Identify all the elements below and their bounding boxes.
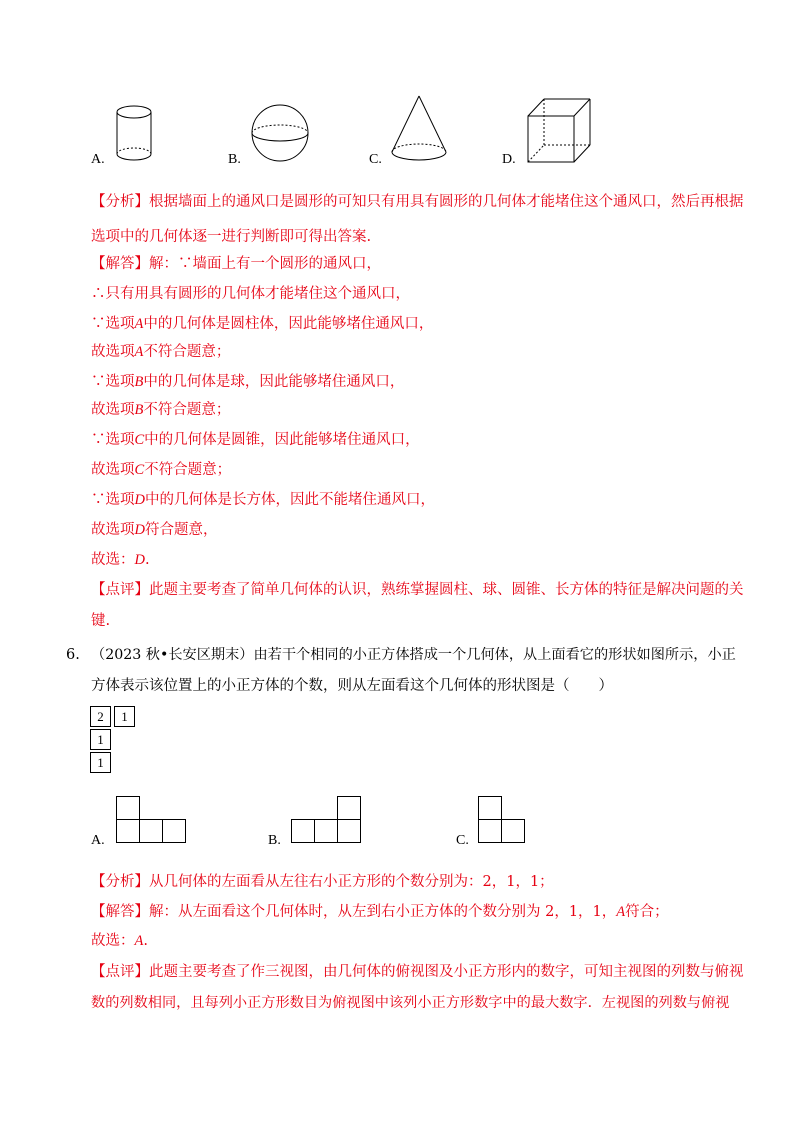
q5-solution-line8: [91, 460, 231, 480]
var: B: [134, 402, 144, 418]
q6-number: 6.: [66, 647, 80, 663]
q6-stem-line1: （2023 秋•长安区期末）由若干个相同的小正方体搭成一个几何体，从上面看它的形状如图所示，小正: [91, 647, 736, 663]
text: .: [144, 552, 150, 568]
solution-text: 解：∵墙面上有一个圆形的通风口，: [149, 256, 381, 272]
analysis-text: 根据墙面上的通风口是圆形的可知只有用具有圆形的几何体才能堵住这个通风口，然后再根据: [149, 194, 744, 210]
text: 不符合题意；: [143, 344, 231, 360]
q6-solution-line: [91, 902, 669, 922]
grid-cell: 1: [90, 752, 111, 773]
text: ∵选项: [91, 374, 135, 390]
q6-option-c-label: C.: [456, 833, 469, 848]
option-b-figure: [291, 796, 363, 846]
q5-solution-line4: [91, 342, 230, 362]
q5-comment-line2: 键.: [91, 613, 111, 629]
comment-tag: 【点评】: [91, 964, 149, 980]
analysis-tag: 【分析】: [91, 874, 149, 890]
text: 不符合题意；: [143, 402, 231, 418]
option-b-label: B.: [228, 152, 241, 167]
option-a-label: A.: [91, 152, 105, 167]
var: A: [134, 316, 144, 332]
grid-cell: 1: [90, 729, 111, 750]
option-a-figure: [116, 796, 188, 846]
q5-solution-line10: [91, 520, 217, 540]
sphere-figure: [248, 100, 314, 166]
text: ∵选项: [91, 432, 135, 448]
analysis-tag: 【分析】: [91, 194, 149, 210]
q5-solution-line3: [91, 314, 433, 334]
q5-solution-line7: [91, 430, 420, 450]
solution-tag: 【解答】: [91, 904, 149, 920]
analysis-text: 从几何体的左面看从左往右小正方形的个数分别为：2，1，1；: [149, 874, 554, 890]
option-d-label: D.: [502, 152, 516, 167]
q6-stem-line2: 方体表示该位置上的小正方体的个数，则从左面看这个几何体的形状图是（ ）: [91, 678, 613, 694]
q5-comment-line1: [91, 580, 744, 600]
text: 中的几何体是圆锥，因此能够堵住通风口，: [144, 432, 420, 448]
q6-option-a-label: A.: [91, 833, 105, 848]
text: .: [143, 933, 148, 949]
cuboid-figure: [524, 96, 594, 166]
grid-cell: 2: [90, 706, 111, 727]
q5-solution-line9: [91, 490, 435, 510]
var: D: [134, 492, 145, 508]
q5-analysis-line1: [91, 192, 744, 212]
text: 故选：: [91, 552, 135, 568]
q6-option-b-label: B.: [268, 833, 281, 848]
cylinder-figure: [112, 104, 158, 164]
comment-tag: 【点评】: [91, 582, 149, 598]
cone-figure: [388, 94, 454, 168]
text: 不符合题意；: [144, 462, 232, 478]
var: B: [134, 374, 144, 390]
q6-answer-line: [91, 931, 148, 951]
var: C: [134, 432, 145, 448]
q6-analysis-line: [91, 872, 554, 892]
q5-analysis-line2: 选项中的几何体逐一进行判断即可得出答案.: [91, 229, 372, 245]
q5-solution-line5: [91, 372, 404, 392]
grid-cell: 1: [114, 706, 135, 727]
text: 中的几何体是圆柱体，因此能够堵住通风口，: [143, 316, 434, 332]
text: 符合；: [625, 904, 669, 920]
q5-solution-line2: ∴只有用具有圆形的几何体才能堵住这个通风口，: [91, 286, 410, 302]
var: A: [134, 344, 144, 360]
text: 符合题意，: [144, 522, 218, 538]
option-c-label: C.: [369, 152, 382, 167]
comment-text: 此题主要考查了简单几何体的认识，熟练掌握圆柱、球、圆锥、长方体的特征是解决问题的关: [149, 582, 744, 598]
option-c-figure: [478, 796, 528, 846]
text: 故选项: [91, 522, 135, 538]
var: A: [616, 904, 626, 920]
text: 故选：: [91, 933, 135, 949]
var: C: [134, 462, 145, 478]
text: ∵选项: [91, 492, 135, 508]
comment-text: 此题主要考查了作三视图，由几何体的俯视图及小正方形内的数字，可知主视图的列数与俯视: [149, 964, 744, 980]
var: D: [134, 552, 145, 568]
text: ∵选项: [91, 316, 135, 332]
text: 中的几何体是球，因此能够堵住通风口，: [143, 374, 405, 390]
q6-comment-line2: 数的列数相同，且每列小正方形数目为俯视图中该列小正方形数字中的最大数字．左视图的列数与俯视: [91, 995, 730, 1011]
var: D: [134, 522, 145, 538]
text: 故选项: [91, 344, 135, 360]
text: 解：从左面看这个几何体时，从左到右小正方体的个数分别为 2，1，1，: [149, 904, 617, 920]
q5-solution-line1: [91, 254, 381, 274]
q6-comment-line1: [91, 962, 744, 982]
text: 中的几何体是长方体，因此不能堵住通风口，: [144, 492, 435, 508]
solution-tag: 【解答】: [91, 256, 149, 272]
q5-solution-line6: [91, 400, 230, 420]
var: A: [134, 933, 144, 949]
q5-answer-line: [91, 550, 150, 570]
text: 故选项: [91, 462, 135, 478]
text: 故选项: [91, 402, 135, 418]
